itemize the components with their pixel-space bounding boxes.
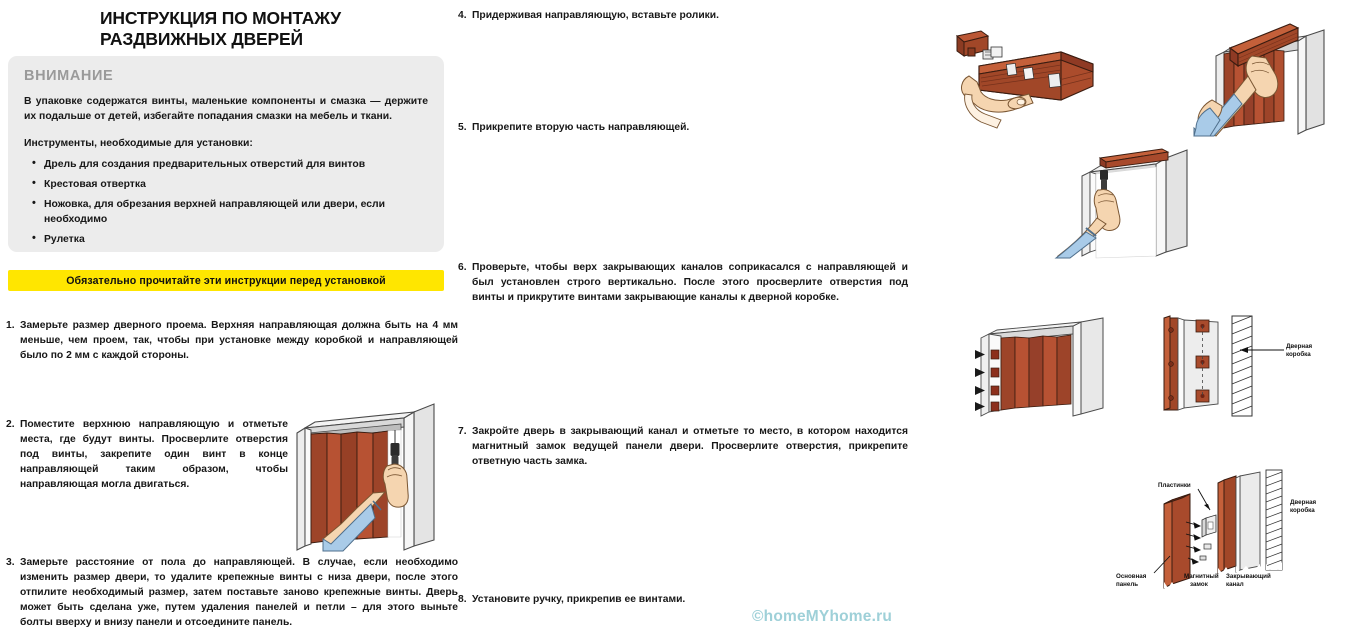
attention-heading: ВНИМАНИЕ [24,68,114,84]
page-title [100,8,440,49]
illustration-step-4-rollers [941,24,1121,132]
step-8-number: 8. [458,594,467,605]
step-2 [6,417,288,492]
step-7-text: Закройте дверь в закрывающий канал и отметьте то место, в котором находится магнитный замок ведущей панели двери. Просверлите отверстия, прикрепите ответную часть замка. [472,426,908,468]
step-5-text: Прикрепите вторую часть направляющей. [472,122,690,133]
label-door-frame-line1: Дверная [1286,343,1313,350]
illustration-step-6-perspective [971,316,1113,416]
label-frame-step7b: коробка [1290,507,1315,514]
step-1-text: Замерьте размер дверного проема. Верхняя направляющая должна быть на 4 мм меньше, чем проем, так, чтобы при установке между коробкой и направляющей было по 2 мм с каждой стороны. [20,320,458,362]
step-3-number: 3. [6,557,15,568]
step-5 [458,120,892,135]
list-item: • Дрель для создания предварительных отверстий для винтов [44,157,428,172]
step-6 [458,260,908,305]
label-frame-step7: Дверная [1290,499,1317,506]
illustration-step-4-install [1194,8,1352,136]
step-8-text: Установите ручку, прикрепив ее винтами. [472,594,686,605]
label-closing-channel-l2: канал [1226,581,1244,588]
illustration-step-5 [1056,140,1256,258]
label-magnetic-lock-l1: Магнитный [1184,573,1219,580]
tools-list [24,157,428,247]
label-closing-channel-l1: Закрывающий [1226,573,1271,580]
title-line-1: ИНСТРУКЦИЯ ПО МОНТАЖУ [100,8,341,28]
step-6-text: Проверьте, чтобы верх закрывающих каналов соприкасался с направляющей и был установлен строго вертикально. После этого просверлите отверстия под винты и прикрутите винтами закрывающие каналы к дверной коробке. [472,262,908,304]
label-magnetic-lock-l2: замок [1190,581,1208,588]
banner-label: Обязательно прочитайте эти инструкции перед установкой [66,274,386,287]
attention-box [8,56,444,252]
list-item: • Ножовка, для обрезания верхней направляющей или двери, если необходимо [44,197,428,227]
step-1-number: 1. [6,320,15,331]
right-column [452,0,1317,632]
step-7-number: 7. [458,426,467,437]
left-column [0,0,458,632]
watermark: ©homeMYhome.ru [752,608,892,625]
step-1 [6,318,458,363]
list-item: • Рулетка [44,232,428,247]
step-5-number: 5. [458,122,467,133]
step-3-text: Замерьте расстояние от пола до направляющей. В случае, если необходимо изменить размер двери, то удалите крепежные винты с низа двери, после этого отпилите необходимый размер, затем поставьте заново крепежные винты. Дверь может быть сделана уже, путем удаления панелей и петли – для этого выньте болты вверху и внизу панели и отсоедините панель. [20,557,458,629]
list-item: • Крестовая отвертка [44,177,428,192]
step-2-number: 2. [6,419,15,430]
label-plates: Пластинки [1158,482,1191,489]
step-4-text: Придерживая направляющую, вставьте ролики. [472,10,719,21]
illustration-step-7-lock [1114,470,1352,592]
attention-warning-text: В упаковке содержатся винты, маленькие компоненты и смазка — держите их подальше от детей, избегайте попадания смазки на мебель и ткани. [24,96,428,123]
step-8 [458,592,892,607]
illustration-step-2 [283,400,451,552]
step-4 [458,8,892,23]
step-3 [6,555,458,630]
step-4-number: 4. [458,10,467,21]
label-main-panel-l2: панель [1116,581,1139,588]
tools-lead-text: Инструменты, необходимые для установки: [24,137,253,149]
illustration-step-6-section [1156,316,1352,416]
label-main-panel-l1: Основная [1116,573,1147,580]
step-6-number: 6. [458,262,467,273]
step-7 [458,424,908,469]
label-door-frame-line2: коробка [1286,351,1311,358]
title-line-2: РАЗДВИЖНЫХ ДВЕРЕЙ [100,28,303,49]
step-2-text: Поместите верхнюю направляющую и отметьте места, где будут винты. Просверлите отверстия под винты, закрепите один винт в конце направляющей таким образом, чтобы направляющая могла двигаться. [20,419,288,491]
read-instructions-banner [8,270,444,291]
